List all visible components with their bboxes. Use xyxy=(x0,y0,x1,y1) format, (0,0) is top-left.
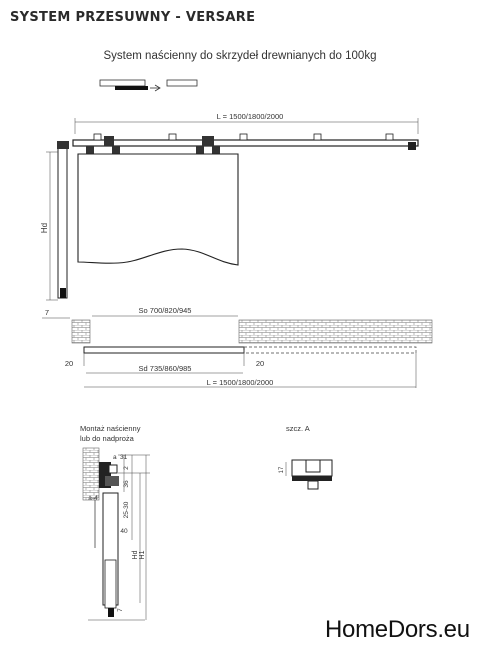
height-label: Hd xyxy=(40,222,49,234)
brand-part-1: HomeD xyxy=(325,616,405,643)
detail-view xyxy=(279,424,332,489)
right-overlap-label: 20 xyxy=(255,359,265,368)
dim-36: 36 xyxy=(123,480,130,488)
wall-right xyxy=(239,320,432,343)
dim-2: 2 xyxy=(123,466,130,470)
door-panel xyxy=(78,154,238,265)
top-length-label: L = 1500/1800/2000 xyxy=(206,378,274,387)
detail-caption: szcz. A xyxy=(286,424,310,433)
dim-a4: a-4 xyxy=(88,495,98,502)
mount-icon xyxy=(100,80,197,91)
left-overlap-label: 20 xyxy=(64,359,74,368)
detail-dim-17: 17 xyxy=(279,466,285,474)
page-subtitle: System naścienny do skrzydeł drewnianych do 100kg xyxy=(103,50,377,62)
section-view xyxy=(80,424,150,620)
brand-part-2: o xyxy=(404,616,418,643)
wall-left xyxy=(72,320,90,343)
brand-part-3: rs.eu xyxy=(417,616,470,643)
dim-40: 40 xyxy=(120,528,128,535)
so-label: So 700/820/945 xyxy=(138,306,192,315)
front-length-label: L = 1500/1800/2000 xyxy=(216,112,284,121)
dim-2530: 25-30 xyxy=(123,501,130,519)
page-title: SYSTEM PRZESUWNY - VERSARE xyxy=(10,10,256,25)
front-view xyxy=(40,112,418,318)
sd-label: Sd 735/860/985 xyxy=(138,364,192,373)
dim-hd: Hd xyxy=(132,550,139,560)
section-wall xyxy=(83,448,99,500)
dim-7: 7 xyxy=(117,608,124,612)
bottom-gap-label: 7 xyxy=(44,308,50,317)
section-caption-1: Montaż naścienny xyxy=(80,424,141,433)
dim-a: a xyxy=(113,454,117,461)
dim-h1: H1 xyxy=(139,550,146,560)
dim-31: 31 xyxy=(120,454,128,461)
section-caption-2: lub do nadproża xyxy=(80,434,134,443)
top-view xyxy=(65,306,432,388)
track-rail xyxy=(73,140,418,146)
brand-logo xyxy=(325,616,470,644)
